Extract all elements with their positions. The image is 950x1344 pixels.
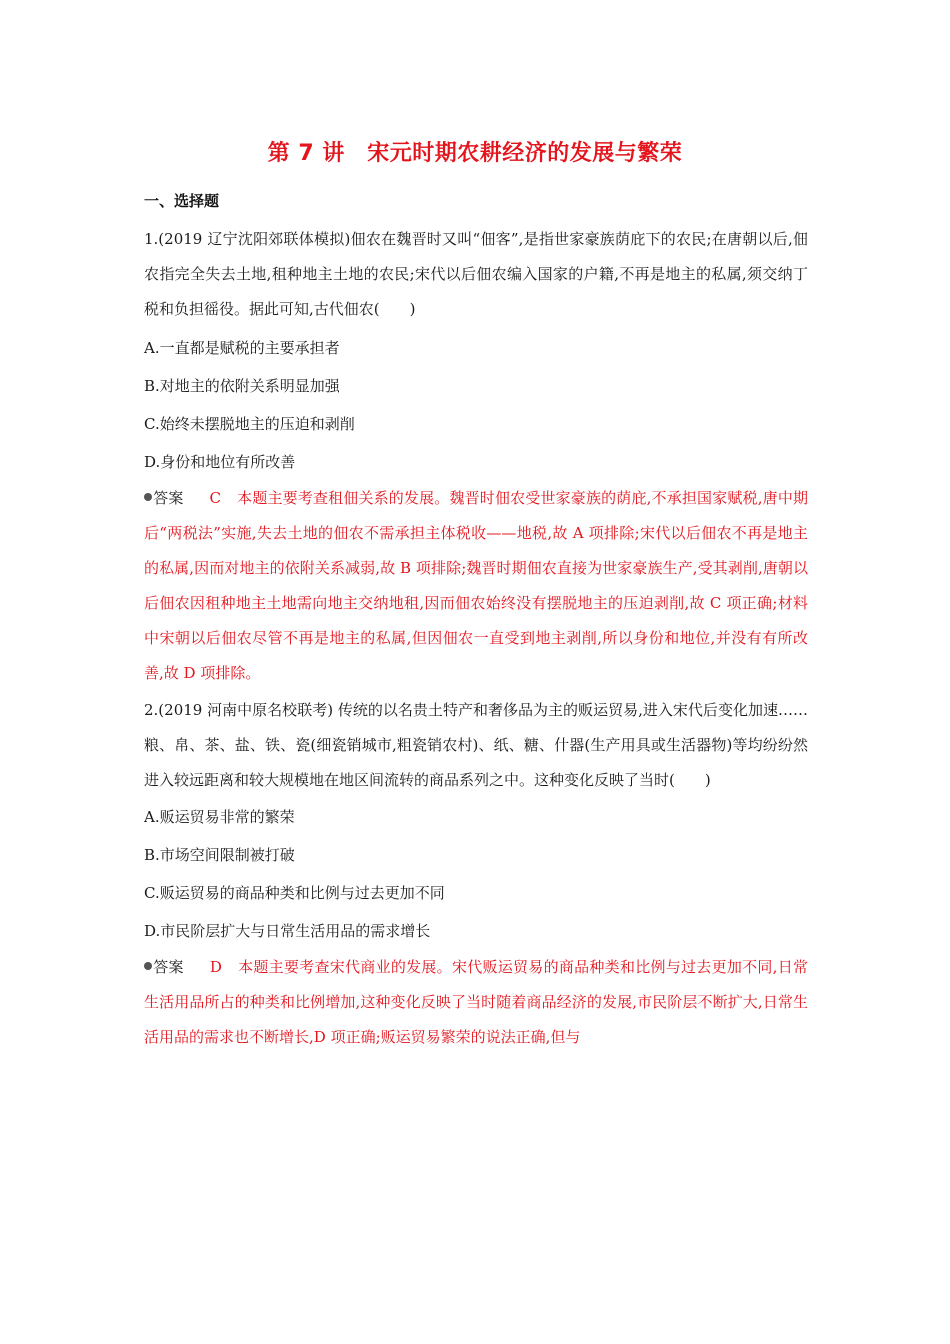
answer-key: C [209,489,221,507]
answer-block [144,950,808,1055]
answer-label: 答案 [153,489,184,507]
option-b: B.对地主的依附关系明显加强 [144,377,340,395]
option-a: A.一直都是赋税的主要承担者 [144,339,340,357]
answer-explanation: 本题主要考查宋代商业的发展。宋代贩运贸易的商品种类和比例与过去更加不同,日常生活用品所占的种类和比例增加,这种变化反映了当时随着商品经济的发展,市民阶层不断扩大,日常生活用品的需求也不断增长,D 项正确;贩运贸易繁荣的说法正确,但与 [144,958,808,1046]
question-list [144,222,808,1055]
question-2 [144,693,808,1055]
option-c: C.始终未摆脱地主的压迫和剥削 [144,415,355,433]
option-d: D.身份和地位有所改善 [144,453,296,471]
option-a: A.贩运贸易非常的繁荣 [144,808,295,826]
option-d: D.市民阶层扩大与日常生活用品的需求增长 [144,922,431,940]
option-b: B.市场空间限制被打破 [144,846,295,864]
answer-bullet-icon [144,962,152,970]
question-stem: 2.(2019 河南中原名校联考) 传统的以名贵土特产和奢侈品为主的贩运贸易,进入宋代后变化加速……粮、帛、茶、盐、铁、瓷(细瓷销城市,粗瓷销农村)、纸、糖、什器(生产用具或生活器物)等均纷纷然进入较远距离和较大规模地在地区间流转的商品系列之中。这种变化反映了当时( ) [144,701,808,789]
question-1 [144,222,808,691]
answer-bullet-icon [144,493,152,501]
answer-key: D [209,958,222,976]
answer-label: 答案 [153,958,184,976]
question-stem: 1.(2019 辽宁沈阳郊联体模拟)佃农在魏晋时又叫“佃客”,是指世家豪族荫庇下的农民;在唐朝以后,佃农指完全失去土地,租种地主土地的农民;宋代以后佃农编入国家的户籍,不再是地主的私属,须交纳丁税和负担徭役。据此可知,古代佃农( ) [144,230,808,318]
answer-explanation: 本题主要考查租佃关系的发展。魏晋时佃农受世家豪族的荫庇,不承担国家赋税,唐中期后“两税法”实施,失去土地的佃农不需承担主体税收——地税,故 A 项排除;宋代以后佃农不再是地主的私属,因而对地主的依附关系减弱,故 B 项排除;魏晋时期佃农直接为世家豪族生产,受其剥削,唐朝以后佃农因租种地主土地需向地主交纳地租,因而佃农始终没有摆脱地主的压迫剥削,故 C 项正确;材料中宋朝以后佃农尽管不再是地主的私属,但因佃农一直受到地主剥削,所以身份和地位,并没有有所改善,故 D 项排除。 [144,489,808,682]
answer-block [144,481,808,691]
option-c: C.贩运贸易的商品种类和比例与过去更加不同 [144,884,445,902]
section-heading: 一、选择题 [144,192,220,210]
page-title: 第 7 讲 宋元时期农耕经济的发展与繁荣 [267,141,683,166]
